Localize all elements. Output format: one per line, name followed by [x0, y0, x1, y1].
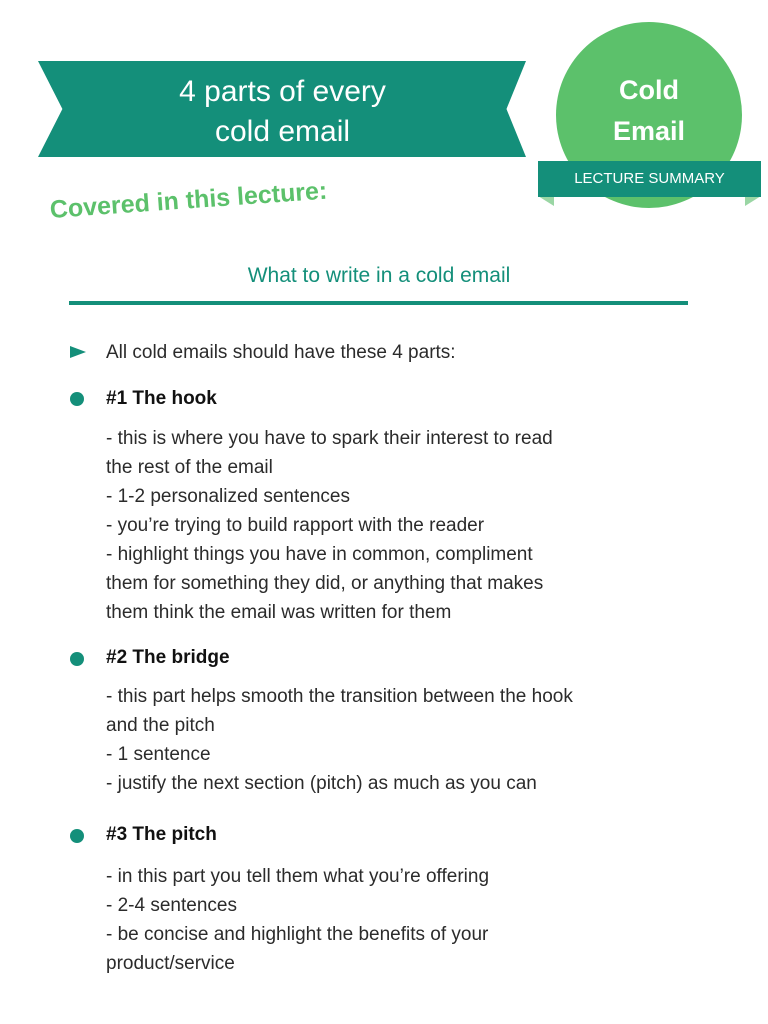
topic-badge-title: [556, 70, 742, 152]
part-description: [106, 862, 666, 978]
part-line: - 1-2 personalized sentences: [106, 486, 350, 507]
part-line: - this part helps smooth the transition between the hook: [106, 686, 573, 707]
part-line: and the pitch: [106, 715, 215, 736]
part-line: - 2-4 sentences: [106, 895, 237, 916]
part-title: #2 The bridge: [106, 647, 230, 668]
page-title: [110, 72, 455, 152]
part-line: - in this part you tell them what you’re offering: [106, 866, 490, 887]
ribbon-fold-left: [538, 196, 554, 206]
part-line: product/service: [106, 953, 235, 974]
part-description: [106, 682, 666, 798]
part-title: #3 The pitch: [106, 824, 217, 845]
section-heading: What to write in a cold email: [247, 264, 511, 287]
part-title: #1 The hook: [106, 388, 217, 409]
triangle-right-icon: [70, 346, 86, 358]
dot-icon: [70, 652, 84, 666]
part-line: - justify the next section (pitch) as much as you can: [106, 773, 537, 794]
part-line: the rest of the email: [106, 457, 273, 478]
lecture-summary-ribbon: LECTURE SUMMARY: [538, 161, 761, 197]
covered-label: Covered in this lecture:: [48, 176, 329, 224]
part-line: them for something they did, or anything that makes: [106, 573, 544, 594]
part-line: - highlight things you have in common, compliment: [106, 544, 533, 565]
page-title-line-2: cold email: [214, 115, 351, 148]
part-line: them think the email was written for them: [106, 602, 452, 623]
dot-icon: [70, 392, 84, 406]
part-line: - be concise and highlight the benefits of your: [106, 924, 489, 945]
topic-badge-line-2: Email: [612, 116, 686, 146]
section-divider: [69, 301, 688, 305]
page-title-line-1: 4 parts of every: [179, 75, 386, 108]
part-description: [106, 424, 666, 627]
part-line: - 1 sentence: [106, 744, 211, 765]
intro-text: All cold emails should have these 4 parts:: [106, 342, 456, 363]
dot-icon: [70, 829, 84, 843]
part-line: - this is where you have to spark their interest to read: [106, 428, 553, 449]
part-line: - you’re trying to build rapport with the reader: [106, 515, 485, 536]
topic-badge-line-1: Cold: [619, 75, 679, 105]
ribbon-fold-right: [745, 196, 761, 206]
